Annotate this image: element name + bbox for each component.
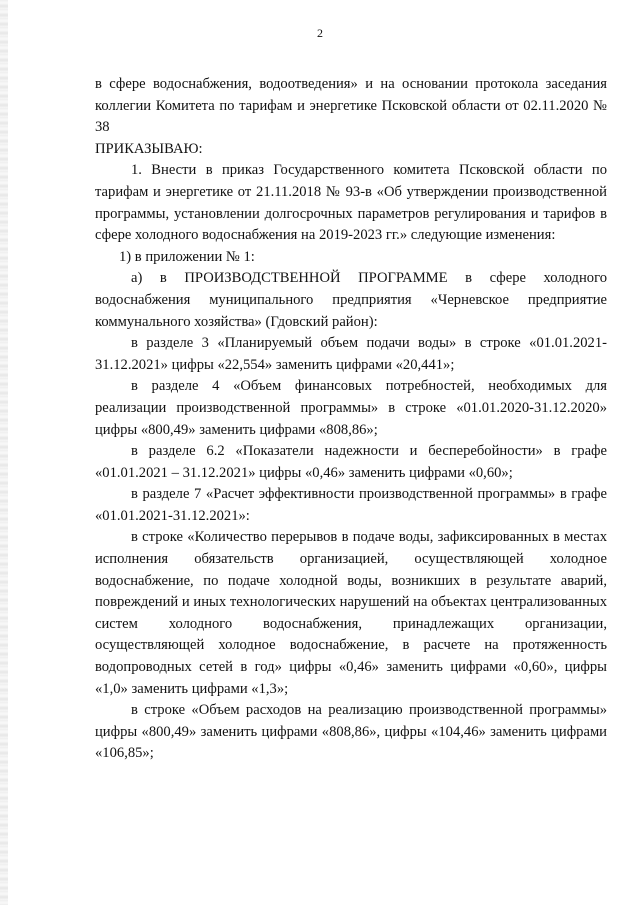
paragraph-section-7: в разделе 7 «Расчет эффективности производственной программы» в графе «01.01.2021-31.12.2021»: [95,486,607,524]
scan-edge-artifact [0,0,8,905]
paragraph-section-3: в разделе 3 «Планируемый объем подачи воды» в строке «01.01.2021-31.12.2021» цифры «22,554» заменить цифрами «20,441»; [95,335,607,373]
paragraph-item-1: 1. Внести в приказ Государственного комитета Псковской области по тарифам и энергетике от 21.11.2018 № 93-в «Об утверждении производственной программы, установлении долгосрочных параметров регулирования и тарифов в сфере холодного водоснабжения на 2019-2023 гг.» следующие изменения: [95,162,607,244]
document-body [95,74,607,765]
paragraph-subitem-a: а) в ПРОИЗВОДСТВЕННОЙ ПРОГРАММЕ в сфере холодного водоснабжения муниципального предприятия «Черневское предприятие коммунального хозяйства» (Гдовский район): [95,270,607,330]
paragraph-interruptions: в строке «Количество перерывов в подаче воды, зафиксированных в местах исполнения обязательств организацией, осуществляющей холодное водоснабжение, по подаче холодной воды, возникших в результате аварий, повреждений и иных технологических нарушений на объектах централизованных систем холодного водоснабжения, принадлежащих организации, осуществляющей холодное водоснабжение, в расчете на протяженность водопроводных сетей в год» цифры «0,46» заменить цифрами «0,60», цифры «1,0» заменить цифрами «1,3»; [95,529,607,697]
order-heading: ПРИКАЗЫВАЮ: [95,140,203,157]
paragraph-subitem-1: 1) в приложении № 1: [119,248,255,265]
paragraph-section-6-2: в разделе 6.2 «Показатели надежности и бесперебойности» в графе «01.01.2021 – 31.12.2021» цифры «0,46» заменить цифрами «0,60»; [95,443,607,481]
paragraph-intro: в сфере водоснабжения, водоотведения» и на основании протокола заседания коллегии Комитета по тарифам и энергетике Псковской области от 02.11.2020 № 38 [95,76,607,136]
page-number: 2 [317,26,323,40]
paragraph-expenses: в строке «Объем расходов на реализацию производственной программы» цифры «800,49» заменить цифрами «808,86», цифры «104,46» заменить цифрами «106,85»; [95,702,607,762]
paragraph-section-4: в разделе 4 «Объем финансовых потребностей, необходимых для реализации производственной программы» в строке «01.01.2020-31.12.2020» цифры «800,49» заменить цифрами «808,86»; [95,378,607,438]
